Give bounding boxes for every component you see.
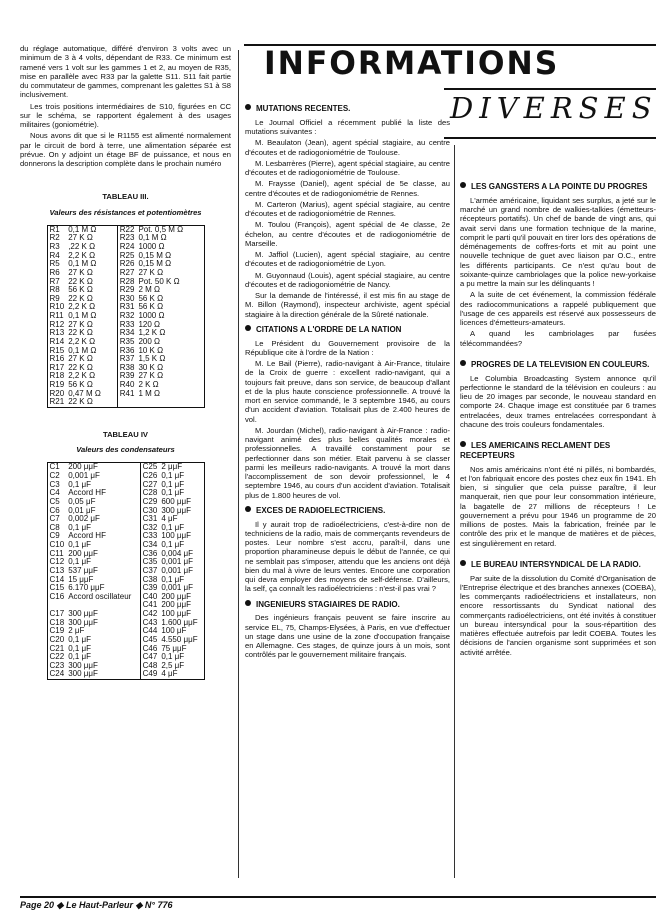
component-value: 2 M Ω	[138, 285, 160, 295]
component-value: 0,1 μF	[66, 645, 140, 654]
component-ref: R1	[49, 224, 60, 234]
component-ref: R7	[49, 276, 60, 286]
component-value: 200 μμF	[66, 550, 140, 559]
section-heading: CITATIONS A L'ORDRE DE LA NATION	[245, 325, 450, 335]
paragraph: Par suite de la dissolution du Comité d'Organisation de l'Entreprise électrique et des branches annexes (COEBA), les commerçants radioélectriciens et installateurs, non encore ressortissants du Syndicat national des commerçants radioélectriciens, ont été invités à constituer un bureau intersyndical pour la sous-répartition des matières effectuée autrefois par ledit COEBA. Toutes les décisions de l'ancien organisme sont supprimées et son activité arrêtée.	[460, 573, 656, 657]
capacitor-table	[47, 462, 205, 680]
component-ref: R29	[119, 285, 135, 295]
component-ref: C38	[142, 574, 158, 584]
component-value: 2,2 K Ω	[66, 303, 117, 312]
component-value: 10 K Ω	[138, 345, 164, 355]
component-value: Accord HF	[66, 532, 140, 541]
component-value: 0,1 μF	[66, 481, 140, 490]
section-body	[245, 613, 450, 659]
component-ref: C27	[142, 479, 158, 489]
component-value: 0,1 μF	[66, 653, 140, 662]
component-ref: R13	[49, 328, 65, 338]
paragraph: du réglage automatique, différé d'environ 3 volts avec un minimum de 3 à 4 volts, dépendant de R33. Ce minimum est ramené vers 1 volt sur les gammes 1 et 2, au moyen de R35, mise en parallèle avec R33 par la galette S11. S11 fait partie du commutateur de gammes, comprenant les galettes S1 à S8 inclusivement.	[20, 44, 231, 100]
component-ref: R15	[49, 345, 65, 355]
component-value: 30 K Ω	[138, 362, 164, 372]
header-title: INFORMATIONS	[264, 44, 560, 82]
paragraph: M. Fraysse (Daniel), agent spécial de 5e classe, au centre d'écoutes et de radiogoniométrie de Rennes.	[245, 179, 450, 198]
component-value	[136, 398, 204, 407]
component-value: 0,1 μF	[161, 479, 185, 489]
component-value: 1 M Ω	[138, 388, 160, 398]
section-heading: PROGRES DE LA TELEVISION EN COULEURS.	[460, 360, 656, 370]
component-value: 2 K Ω	[138, 380, 159, 389]
component-value: 27 K Ω	[66, 269, 117, 278]
paragraph: M. Lesbarrères (Pierre), agent spécial stagiaire, au centre d'écoutes et de radiogoniométrie de Toulouse.	[245, 158, 450, 177]
component-value: 56 K Ω	[66, 286, 117, 295]
component-value: Accord HF	[66, 489, 140, 498]
paragraph: A la suite de cet événement, la commission fédérale des radiocommunications a rappelé publiquement que l'usage de ces appareils est réservé aux possesseurs de licences d'émetteurs-amateurs.	[460, 290, 656, 327]
component-ref: R33	[119, 319, 135, 329]
component-ref: R39	[119, 371, 135, 381]
left-column	[20, 44, 231, 680]
table-row	[47, 670, 204, 679]
paragraph: Des ingénieurs français peuvent se faire inscrire au service EL, 75, Champs-Elysées, à Paris, en vue d'effectuer un stage dans une usine de la zone d'occupation française en Allemagne. Ces stages, de quinze jours à un mois, sont contrôlés par le gouvernement militaire français.	[245, 613, 450, 660]
component-value: 200 Ω	[138, 336, 160, 346]
component-ref: C31	[142, 514, 158, 524]
column-divider	[238, 50, 239, 878]
component-value: 200 μμF	[66, 463, 140, 472]
component-ref: C2	[49, 471, 60, 480]
bullet-icon	[245, 506, 251, 512]
component-value: 2 μF	[66, 627, 140, 636]
component-ref: R32	[119, 311, 135, 320]
component-ref: R4	[49, 250, 60, 260]
component-ref: C14	[49, 574, 65, 584]
component-ref	[117, 398, 136, 407]
column-divider	[454, 145, 455, 878]
component-ref: R17	[49, 362, 65, 372]
page-footer: Page 20 ◆ Le Haut-Parleur ◆ N° 776	[20, 896, 656, 911]
component-ref: R20	[49, 388, 65, 398]
bullet-icon	[245, 104, 251, 110]
component-ref: C5	[49, 496, 60, 506]
component-value: Accord oscillateur	[66, 593, 140, 602]
component-value: 0,1 μF	[66, 558, 140, 567]
component-ref: R36	[119, 345, 135, 355]
component-value: 300 μμF	[66, 619, 140, 628]
middle-column	[245, 98, 450, 662]
component-value: 0,1 M Ω	[66, 312, 117, 321]
paragraph: M. Carteron (Marius), agent spécial stagiaire, au centre d'écoutes et de radiogoniométrie de Rennes.	[245, 199, 450, 218]
component-value: 0,001 μF	[66, 472, 140, 481]
section-body	[245, 118, 450, 319]
component-value: 200 μμF	[161, 600, 191, 610]
component-value: 0,002 μF	[66, 515, 140, 524]
component-ref: C47	[142, 652, 158, 662]
component-ref: R11	[49, 311, 64, 320]
component-value: 56 K Ω	[66, 381, 117, 390]
component-ref: C1	[49, 462, 60, 472]
component-value: 27 K Ω	[66, 321, 117, 330]
component-ref: R16	[49, 354, 65, 364]
component-ref: C49	[142, 669, 158, 679]
section-body	[460, 196, 656, 348]
component-ref: C9	[49, 531, 60, 541]
component-value: 56 K Ω	[138, 302, 164, 312]
component-value: 0,1 μF	[161, 488, 185, 498]
component-ref: C15	[49, 583, 65, 593]
component-value: 22 K Ω	[66, 278, 117, 287]
component-value: 300 μμF	[161, 505, 191, 515]
component-value: 300 μμF	[66, 662, 140, 671]
paragraph: Sur la demande de l'intéressé, il est mis fin au stage de M. Billon (Raymond), inspecteur archiviste, agent spécial stagiaire à la direction générale de la Sûreté nationale.	[245, 291, 450, 319]
component-ref: R3	[49, 242, 60, 251]
component-value: 56 K Ω	[138, 293, 164, 303]
section-heading: LE BUREAU INTERSYNDICAL DE LA RADIO.	[460, 560, 656, 570]
component-value: Pot. 50 K Ω	[138, 276, 180, 286]
component-value: 0,001 μF	[161, 583, 194, 593]
table-row	[47, 398, 204, 407]
component-ref: R12	[49, 319, 65, 329]
component-value: 1,5 K Ω	[138, 354, 166, 364]
component-value: 0,47 M Ω	[66, 390, 117, 399]
component-value: 27 K Ω	[66, 355, 117, 364]
section-heading: LES GANGSTERS A LA POINTE DU PROGRES	[460, 182, 656, 192]
section-body	[460, 465, 656, 548]
component-ref: R31	[119, 302, 135, 312]
component-value: 0,1 μF	[66, 541, 140, 550]
component-value: 1000 Ω	[138, 242, 165, 251]
section-body	[245, 339, 450, 500]
component-value: 27 K Ω	[138, 371, 164, 381]
component-value: 0,15 M Ω	[138, 250, 172, 260]
component-ref: R26	[119, 259, 135, 269]
bullet-icon	[460, 441, 466, 447]
component-ref: C24	[49, 669, 65, 679]
component-ref: C13	[49, 565, 65, 575]
component-ref: R14	[49, 336, 65, 346]
component-value: 0,1 μF	[161, 471, 185, 480]
component-value: 6.170 μμF	[66, 584, 140, 593]
bullet-icon	[245, 325, 251, 331]
component-ref: R38	[119, 362, 135, 372]
component-ref: C32	[142, 522, 158, 532]
component-value: 22 K Ω	[66, 295, 117, 304]
paragraph: Les trois positions intermédiaires de S10, figurées en CC sur le schéma, se rapportent également à des usages militaires (goniométrie).	[20, 101, 231, 129]
component-value: 0,1 μF	[66, 636, 140, 645]
paragraph: M. Beaulaton (Jean), agent spécial stagiaire, au centre d'écoutes et de radiogoniométrie de Toulouse.	[245, 138, 450, 157]
component-ref: C17	[49, 609, 65, 618]
component-value: 2,2 K Ω	[66, 338, 117, 347]
component-value: 0,1 μF	[161, 540, 185, 549]
paragraph: Nous avons dit que si le R1155 est alimenté normalement par le circuit de bord à terre, une alimentation séparée est prévue. On y adjoint un étage BF de puissance, et nous en donnerons la description complète dans le prochain numéro	[20, 131, 231, 168]
component-ref: R22	[119, 224, 135, 234]
component-ref: C41	[142, 600, 158, 610]
component-value: 27 K Ω	[66, 234, 117, 243]
component-ref: C6	[49, 505, 60, 515]
resistor-table	[47, 225, 205, 408]
component-value: Pot. 0,5 M Ω	[138, 224, 184, 234]
component-ref: C29	[142, 496, 158, 506]
paragraph: Le Journal Officiel a récemment publié la liste des mutations suivantes :	[245, 117, 450, 136]
component-ref: R35	[119, 336, 135, 346]
component-value: 75 μμF	[161, 643, 187, 653]
component-value: 0,1 M Ω	[66, 260, 117, 269]
component-value: 300 μμF	[66, 610, 140, 619]
component-ref: R8	[49, 285, 60, 295]
component-value: 0,004 μF	[161, 548, 194, 558]
paragraph: Le Président du Gouvernement provisoire de la République cite à l'ordre de la Nation :	[245, 338, 450, 357]
paragraph: M. Toulou (François), agent spécial de 4e classe, 2e échelon, au centre d'écoutes et de radiogoniométrie de Marseille.	[245, 220, 450, 248]
component-value: 2,2 K Ω	[66, 372, 117, 381]
component-ref: R2	[49, 233, 60, 243]
component-value: 22 K Ω	[66, 364, 117, 373]
component-value: 0,1 μF	[66, 524, 140, 533]
section-body	[460, 574, 656, 657]
component-ref: C37	[142, 565, 158, 575]
component-value: 0,15 M Ω	[138, 259, 172, 269]
component-value: 4.550 μμF	[161, 634, 198, 644]
paragraph: Il y aurait trop de radioélectriciens, c'est-à-dire non de techniciens de la radio, mais de commerçants revendeurs de postes. Leur nombre s'est accru, paraît-il, dans une proportion pharamineuse depuis le début de l'année, ce qui ne semblait pas s'imposer, attendu que les anciens ont déjà bien du mal à vivre de leurs ventes. Encore une corporation qui devra employer des moyens de self-défense. D'ailleurs, la self, ça connaît les radioélectriciens : n'est-il pas vrai ?	[245, 519, 450, 594]
header-subtitle: DIVERSES	[450, 91, 658, 125]
component-ref: R21	[49, 397, 65, 407]
section-heading: INGENIEURS STAGIAIRES DE RADIO.	[245, 600, 450, 610]
section-body	[245, 520, 450, 594]
component-value: 0,1 M Ω	[66, 347, 117, 356]
component-value: 0,001 μF	[161, 565, 194, 575]
component-ref: C7	[49, 514, 60, 524]
component-ref: R28	[119, 276, 135, 286]
component-ref: C33	[142, 531, 158, 541]
component-ref: C10	[49, 540, 65, 549]
component-ref: R40	[119, 380, 135, 389]
component-value: 0,001 μF	[161, 557, 194, 567]
component-value: 0,05 μF	[66, 498, 140, 507]
component-value: 0,01 μF	[66, 507, 140, 516]
component-ref: C4	[49, 488, 60, 498]
component-ref: C35	[142, 557, 158, 567]
table-title: TABLEAU III.	[102, 192, 149, 202]
component-ref: R30	[119, 293, 135, 303]
component-value: 0,1 μF	[161, 652, 185, 662]
component-ref: C43	[142, 617, 158, 627]
paragraph: L'armée américaine, liquidant ses surplus, a jeté sur le marché un grand nombre de walkies-talkies (émetteurs-récepteurs portatifs). Un chef de bande de vingt ans, qui avait servi dans une formation technique de la marine, comprit le parti qu'il pouvait en tirer lors des opérations de déménagements de coffres-forts et mit au point une nouvelle technique de guet avec liaison par O.C., entre les différents participants. Ce n'est qu'au bout de soixante-quinze cambriolages que la police new-yorkaise a pu mettre la main sur les délinquants !	[460, 195, 656, 288]
component-ref: C44	[142, 626, 158, 636]
component-value: 4 μF	[161, 669, 178, 679]
component-ref: C34	[142, 540, 158, 549]
component-ref: C23	[49, 660, 65, 670]
paragraph: M. Jaffiol (Lucien), agent spécial stagiaire, au centre d'écoutes et de radiogoniométrie de Lyon.	[245, 250, 450, 269]
component-value: 120 Ω	[138, 319, 160, 329]
component-ref: C46	[142, 643, 158, 653]
component-ref: C16	[49, 591, 65, 601]
component-ref: C18	[49, 617, 65, 627]
component-value: 100 μF	[161, 626, 187, 636]
component-ref: C22	[49, 652, 65, 662]
paragraph: M. Guyonnaud (Louis), agent spécial stagiaire, au centre d'écoutes et de radiogoniométrie de Nancy.	[245, 270, 450, 289]
component-value: 0,1 M Ω	[138, 233, 167, 243]
table-subtitle: Valeurs des condensateurs	[76, 445, 175, 455]
component-ref: R34	[119, 328, 135, 338]
component-ref: C39	[142, 583, 158, 593]
component-value: 200 μμF	[161, 591, 191, 601]
component-ref: C12	[49, 557, 65, 567]
component-value: 1.600 μμF	[161, 617, 198, 627]
component-ref: R18	[49, 371, 65, 381]
bullet-icon	[460, 560, 466, 566]
component-value: 0,1 μF	[161, 522, 185, 532]
right-column	[460, 176, 656, 659]
component-value: 22 K Ω	[66, 329, 117, 338]
component-value: 22 K Ω	[66, 398, 117, 407]
component-ref: C11	[49, 548, 64, 558]
bullet-icon	[245, 600, 251, 606]
component-value: 1,2 K Ω	[138, 328, 166, 338]
section-heading: LES AMERICAINS RECLAMENT DES RECEPTEURS	[460, 441, 611, 460]
component-ref: C26	[142, 471, 158, 480]
section-heading: MUTATIONS RECENTES.	[245, 104, 450, 114]
component-value: 0,1 M Ω	[66, 225, 117, 234]
component-ref: C30	[142, 505, 158, 515]
bullet-icon	[460, 360, 466, 366]
component-ref: R5	[49, 259, 60, 269]
paragraph: A quand les cambriolages par fusées télécommandées?	[460, 329, 656, 348]
table-subtitle: Valeurs des résistances et potentiomètres	[49, 207, 202, 217]
component-ref: R25	[119, 250, 135, 260]
component-ref: C36	[142, 548, 158, 558]
component-ref: R37	[119, 354, 135, 364]
component-value: 600 μμF	[161, 496, 191, 506]
component-ref: C21	[49, 643, 65, 653]
component-ref: R9	[49, 293, 60, 303]
paragraph: M. Le Bail (Pierre), radio-navigant à Air-France, titulaire de la Croix de guerre : excellent radio-navigant, qui a toujours fait preuve, dans son service, de beaucoup d'allant et de la plus haute conscience professionnelle. A trouvé la mort en service commandé, le 3 septembre 1946, au cours d'un accident d'aviation. Totalisait plus de 2.400 heures de vol.	[245, 359, 450, 424]
component-value: 100 μμF	[161, 531, 191, 541]
component-value: 2,2 K Ω	[66, 252, 117, 261]
component-ref: C40	[142, 591, 158, 601]
component-ref: C28	[142, 488, 158, 498]
component-ref: R10	[49, 302, 65, 312]
component-value: 1000 Ω	[138, 311, 165, 320]
bullet-icon	[460, 182, 466, 188]
component-ref: R24	[119, 242, 135, 251]
paragraph: M. Jourdan (Michel), radio-navigant à Air-France : radio-navigant animé des plus belles qualités morales et professionnelles. A travaillé constamment pour se perfectionner dans son métier. Etait parvenu à se classer parmi les meilleurs radio-navigants. A trouvé la mort dans l'accomplissement de son devoir professionnel, le 4 septembre 1946, au cours d'un accident d'aviation. Totalisait plus de 1.800 heures de vol.	[245, 425, 450, 500]
component-value: 537 μμF	[66, 567, 140, 576]
component-value: 4 μF	[161, 514, 178, 524]
component-ref: R23	[119, 233, 135, 243]
component-value: 27 K Ω	[138, 267, 164, 277]
table-title: TABLEAU IV	[103, 429, 148, 439]
component-ref: R6	[49, 267, 60, 277]
component-ref: C3	[49, 479, 60, 489]
component-ref: C8	[49, 522, 60, 532]
paragraph: Le Columbia Broadcasting System annonce qu'il perfectionne le standard de la télévision en couleurs : au lieu de 20 images par seconde, le nouveau standard en comporte 24. Chaque image est constituée par 6 trames entrelacées, deux trames entrelacées correspondant à chacune des trois couleurs fondamentales.	[460, 373, 656, 429]
component-value: 2,5 μF	[161, 660, 185, 670]
component-value: 100 μμF	[161, 609, 191, 618]
component-ref: R27	[119, 267, 135, 277]
section-heading: EXCES DE RADIOELECTRICIENS.	[245, 506, 450, 516]
component-ref: C25	[142, 462, 158, 472]
component-value: 0,1 μF	[161, 574, 185, 584]
component-ref: C48	[142, 660, 158, 670]
component-ref: R19	[49, 380, 65, 389]
component-ref: R41	[119, 388, 135, 398]
component-ref: C42	[142, 609, 158, 618]
paragraph: Nos amis américains n'ont été ni pillés, ni bombardés, et l'on fabriquait encore des postes chez eux fin 1941. Eh bien, si singulier que cela puisse paraître, il leur manquerait, rien que pour leur consommation intérieure, la bagatelle de 27 millions de récepteurs ! Le gouvernement a prévu pour 1946 un programme de 20 millions de postes. Mais la fabrication, freinée par le contrôle des prix et le manque de matières et de pièces, est singulièrement en retard.	[460, 464, 656, 548]
component-value: 300 μμF	[66, 670, 140, 679]
component-ref: C20	[49, 634, 65, 644]
component-value: 15 μμF	[66, 576, 140, 585]
component-value: ,22 K Ω	[66, 243, 117, 252]
component-ref: C19	[49, 626, 65, 636]
component-ref: C45	[142, 634, 158, 644]
component-value: 2 μμF	[161, 462, 183, 472]
section-body	[460, 374, 656, 430]
